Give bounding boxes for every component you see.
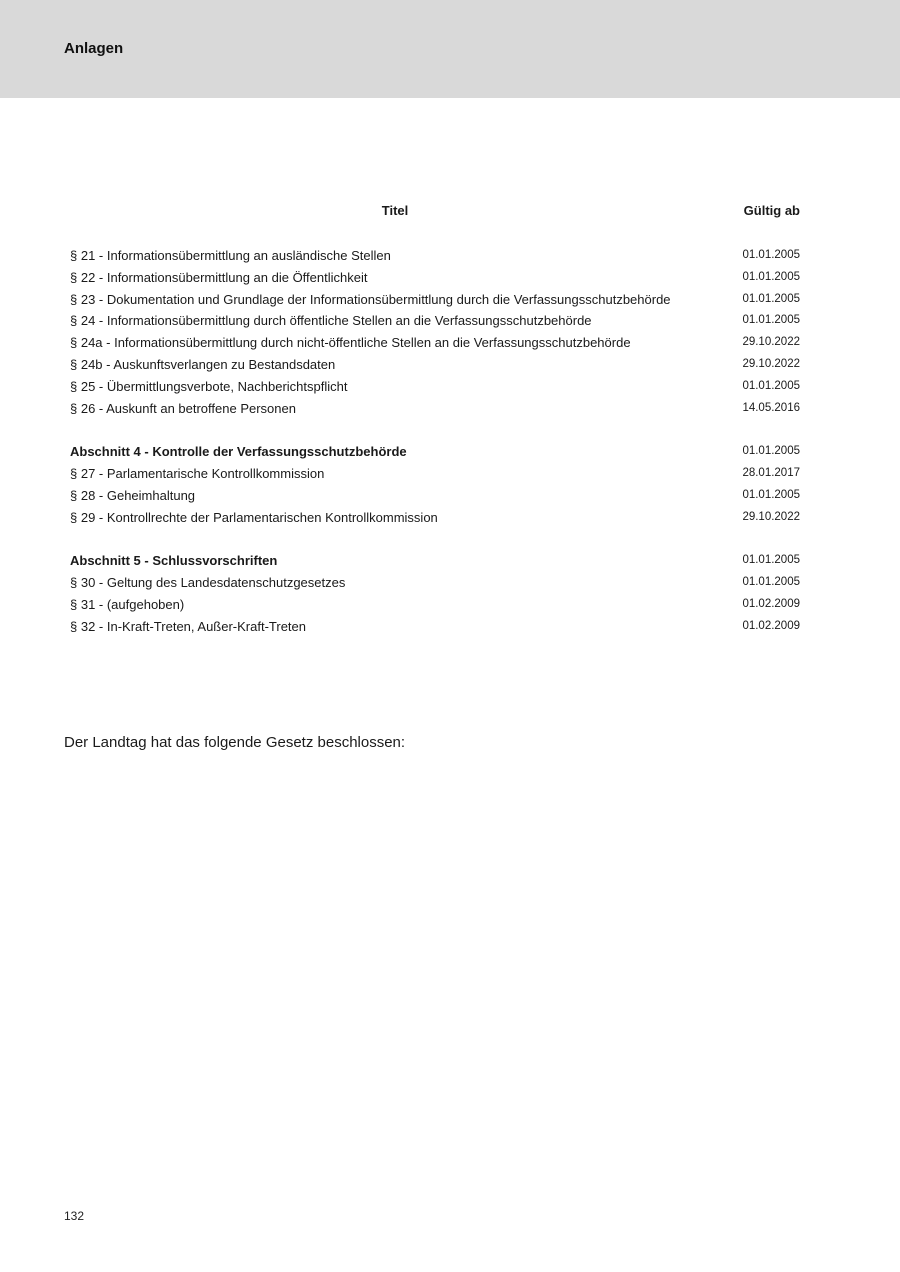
section-heading-row (70, 441, 800, 463)
valid-from-date: 14.05.2016 (742, 401, 800, 414)
table-row (70, 463, 800, 485)
table-row (70, 289, 800, 311)
table-of-contents (70, 203, 800, 637)
column-header-title: Titel (381, 203, 409, 218)
section-title: Abschnitt 5 - Schlussvorschriften (70, 553, 278, 569)
section-title: Abschnitt 4 - Kontrolle der Verfassungsschutzbehörde (70, 444, 407, 460)
paragraph-title: § 27 - Parlamentarische Kontrollkommission (70, 465, 325, 481)
paragraph-title: § 26 - Auskunft an betroffene Personen (70, 400, 296, 416)
valid-from-date: 29.10.2022 (742, 357, 800, 370)
valid-from-date: 01.01.2005 (742, 488, 800, 501)
paragraph-title: § 24 - Informationsübermittlung durch öffentliche Stellen an die Verfassungsschutzbehörde (70, 313, 592, 329)
table-row (70, 398, 800, 420)
valid-from-date: 01.02.2009 (742, 597, 800, 610)
table-row (70, 245, 800, 267)
paragraph-title: § 24b - Auskunftsverlangen zu Bestandsdaten (70, 356, 336, 372)
valid-from-date: 01.01.2005 (742, 445, 800, 458)
table-row (70, 332, 800, 354)
valid-from-date: 01.01.2005 (742, 575, 800, 588)
valid-from-date: 01.01.2005 (742, 554, 800, 567)
header-band (0, 0, 900, 98)
paragraph-title: § 31 - (aufgehoben) (70, 596, 185, 612)
table-row (70, 507, 800, 529)
paragraph-title: § 24a - Informationsübermittlung durch nicht-öffentliche Stellen an die Verfassungsschutzbehörde (70, 335, 631, 351)
intro-text: Der Landtag hat das folgende Gesetz beschlossen: (64, 734, 406, 751)
paragraph-title: § 25 - Übermittlungsverbote, Nachberichtspflicht (70, 378, 348, 394)
valid-from-date: 29.10.2022 (742, 336, 800, 349)
column-header-valid-from: Gültig ab (743, 203, 800, 218)
valid-from-date: 01.01.2005 (742, 249, 800, 261)
table-row (70, 594, 800, 616)
page-header-title: Anlagen (64, 40, 124, 57)
group-spacer (70, 528, 800, 550)
group-spacer (70, 419, 800, 441)
valid-from-date: 28.01.2017 (742, 466, 800, 479)
valid-from-date: 01.02.2009 (742, 619, 800, 632)
paragraph-title: § 32 - In-Kraft-Treten, Außer-Kraft-Treten (70, 618, 307, 634)
page-number: 132 (64, 1209, 85, 1223)
valid-from-date: 01.01.2005 (742, 314, 800, 327)
table-header (70, 203, 800, 225)
table-row (70, 354, 800, 376)
table-row (70, 616, 800, 638)
valid-from-date: 01.01.2005 (742, 292, 800, 305)
section-heading-row (70, 550, 800, 572)
valid-from-date: 29.10.2022 (742, 510, 800, 523)
valid-from-date: 01.01.2005 (742, 270, 800, 283)
paragraph-title: § 28 - Geheimhaltung (70, 487, 196, 503)
table-body (70, 245, 800, 637)
table-row (70, 485, 800, 507)
valid-from-date: 01.01.2005 (742, 379, 800, 392)
table-row (70, 572, 800, 594)
table-row (70, 310, 800, 332)
paragraph-title: § 29 - Kontrollrechte der Parlamentarischen Kontrollkommission (70, 509, 438, 525)
paragraph-title: § 30 - Geltung des Landesdatenschutzgesetzes (70, 574, 346, 590)
paragraph-title: § 22 - Informationsübermittlung an die Öffentlichkeit (70, 269, 368, 285)
table-row (70, 267, 800, 289)
table-row (70, 376, 800, 398)
paragraph-title: § 23 - Dokumentation und Grundlage der Informationsübermittlung durch die Verfassungsschutzbehörde (70, 291, 671, 307)
paragraph-title: § 21 - Informationsübermittlung an ausländische Stellen (70, 248, 391, 263)
